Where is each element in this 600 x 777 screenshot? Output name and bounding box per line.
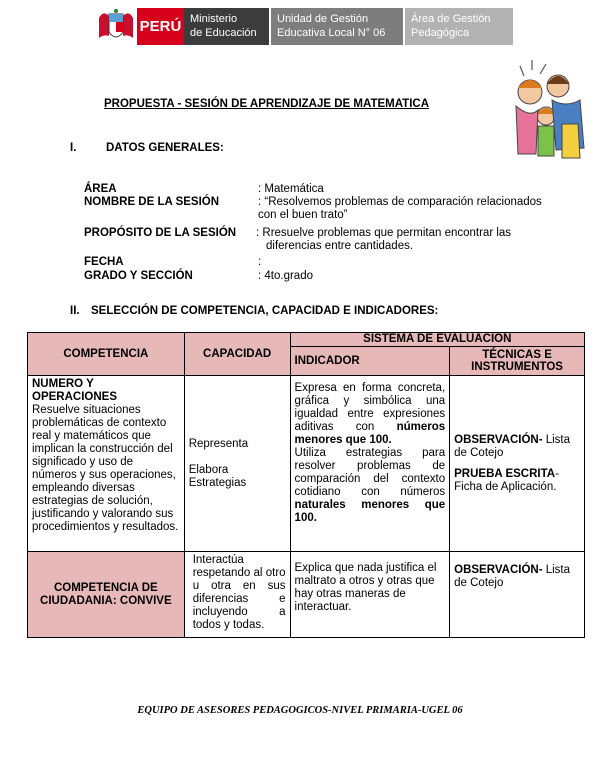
tecnica-ciudadania: OBSERVACIÓN- Lista de Cotejo [450,552,585,638]
table-row [28,552,585,638]
cap-elabora: Elabora Estrategias [188,463,247,489]
indicador-cell [290,376,450,552]
ugel-block: Unidad de Gestión Educativa Local N° 06 [271,8,403,45]
family-hug-illustration [496,58,592,164]
header-indicador: INDICADOR [290,347,450,376]
competencias-table [27,332,585,638]
capacidad-cell [184,376,290,552]
tecnica-prueba-escrita: PRUEBA ESCRITA-Ficha de Aplicación. [454,467,559,493]
peru-coat-of-arms-icon [95,8,137,45]
header-competencia: COMPETENCIA [28,333,185,376]
peru-label: PERÚ [137,8,184,45]
nombre-sesion-label: NOMBRE DE LA SESIÓN [84,196,220,208]
tecnicas-cell [450,376,585,552]
grado-label: GRADO Y SECCIÓN [84,270,193,282]
header-banner [95,8,513,45]
header-sistema-evaluacion: SISTEMA DE EVALUACION [290,333,584,347]
fecha-label: FECHA [84,256,124,268]
cap-interactua: Interactúa respetando al otro u otra en sus diferencias e incluyendo a todos y todas. [184,552,290,638]
nombre-sesion-value-1: : “Resolvemos problemas de comparación relacionados [258,196,542,208]
comp-numero-text: Resuelve situaciones problemáticas de contexto real y matemáticos que implican la construcción del significado y uso de números y sus operaciones, empleando diversas estrategias de solución, justificando y valorando sus procedimientos y resultados. [32,404,179,533]
area-value: : Matemática [258,183,324,195]
footer-text: EQUIPO DE ASESORES PEDAGOGICOS-NIVEL PRIMARIA-UGEL 06 [137,705,463,716]
tecnica-observacion: OBSERVACIÓN- Lista de Cotejo [454,433,571,459]
ministerio-block: Ministerio de Educación [184,8,269,45]
header-capacidad: CAPACIDAD [184,333,290,376]
section-1-title: DATOS GENERALES: [106,142,224,154]
section-2-number: II. [70,305,80,317]
grado-value: : 4to.grado [258,270,313,282]
cap-representa: Representa [188,437,249,450]
table-row [28,376,585,552]
section-1-number: I. [70,142,77,154]
section-2-title: SELECCIÓN DE COMPETENCIA, CAPACIDAD E INDICADORES: [91,305,439,317]
comp-ciudadania-cell: COMPETENCIA DE CIUDADANIA: CONVIVE [28,552,185,638]
indicador-ciudadania: Explica que nada justifica el maltrato a otros y otras que hay otras maneras de interactuar. [290,552,450,638]
proposito-label: PROPÓSITO DE LA SESIÓN [84,227,237,239]
header-tecnicas: TÉCNICAS E INSTRUMENTOS [450,347,585,376]
document-title: PROPUESTA - SESIÓN DE APRENDIZAJE DE MATEMATICA [104,98,430,110]
area-gestion-block: Área de Gestión Pedagógica [405,8,513,45]
proposito-value-2: diferencias entre cantidades. [266,240,414,252]
indicador-1: Expresa en forma concreta, gráfica y simbólica una igualdad entre expresiones aditivas con números menores que 100. [294,382,446,446]
comp-numero-cell [28,376,185,552]
fecha-value: : [258,256,262,268]
area-label: ÁREA [84,183,117,195]
nombre-sesion-value-2: con el buen trato” [258,209,348,221]
indicador-2: Utiliza estrategias para resolver problemas de comparación del contexto cotidiano con números naturales menores que 100. [294,447,446,524]
comp-numero-title: NUMERO Y OPERACIONES [32,378,117,403]
proposito-value-1: : Rresuelve problemas que permitan encontrar las [256,227,512,239]
